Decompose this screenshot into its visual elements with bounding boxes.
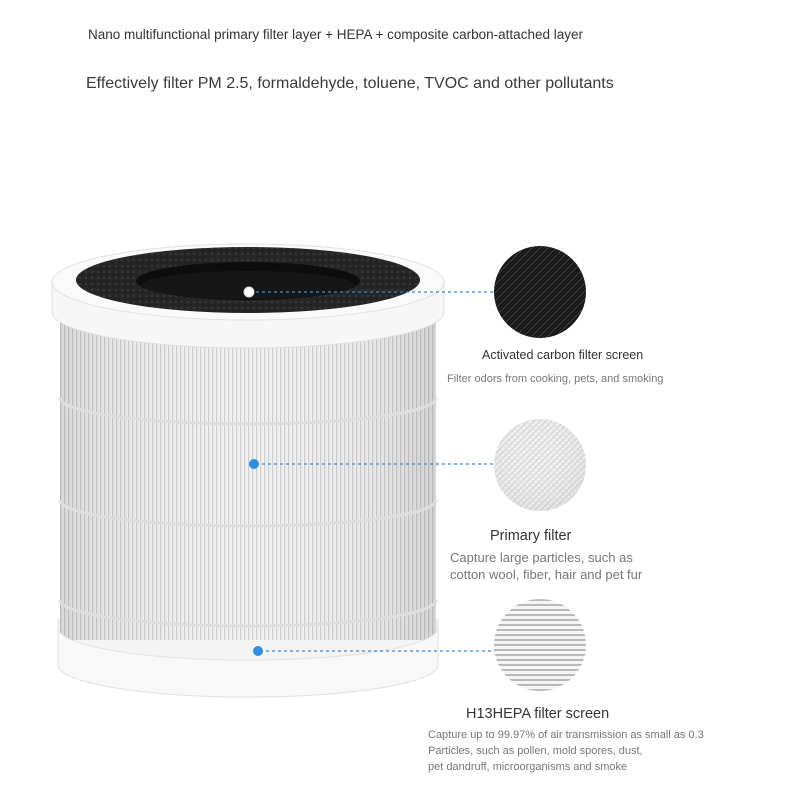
callout-dot-carbon [244,287,254,297]
hepa-filter-description-line-1: Capture up to 99.97% of air transmission as small as 0.3 [428,729,704,741]
carbon-filter-title: Activated carbon filter screen [482,348,644,362]
callout-dot-hepa [253,646,263,656]
callout-dot-primary [249,459,259,469]
primary-filter-title: Primary filter [490,528,572,544]
hepa-filter-title: H13HEPA filter screen [466,706,610,722]
tagline: Effectively filter PM 2.5, formaldehyde, toluene, TVOC and other pollutants [86,75,614,92]
woven-mesh-texture-icon [494,419,586,511]
pleated-paper-texture-icon [494,599,586,691]
subtitle: Nano multifunctional primary filter layer + HEPA + composite carbon-attached layer [88,27,583,42]
carbon-filter-description: Filter odors from cooking, pets, and smoking [447,373,664,385]
hepa-filter-description-line-2: Particles, such as pollen, mold spores, dust, [428,745,643,757]
primary-filter-description-line-1: Capture large particles, such as [450,550,633,565]
primary-filter-description-line-2: cotton wool, fiber, hair and pet fur [450,567,643,582]
hepa-filter-description-line-3: pet dandruff, microorganisms and smoke [428,761,628,773]
carbon-mesh-texture-icon [494,246,586,338]
